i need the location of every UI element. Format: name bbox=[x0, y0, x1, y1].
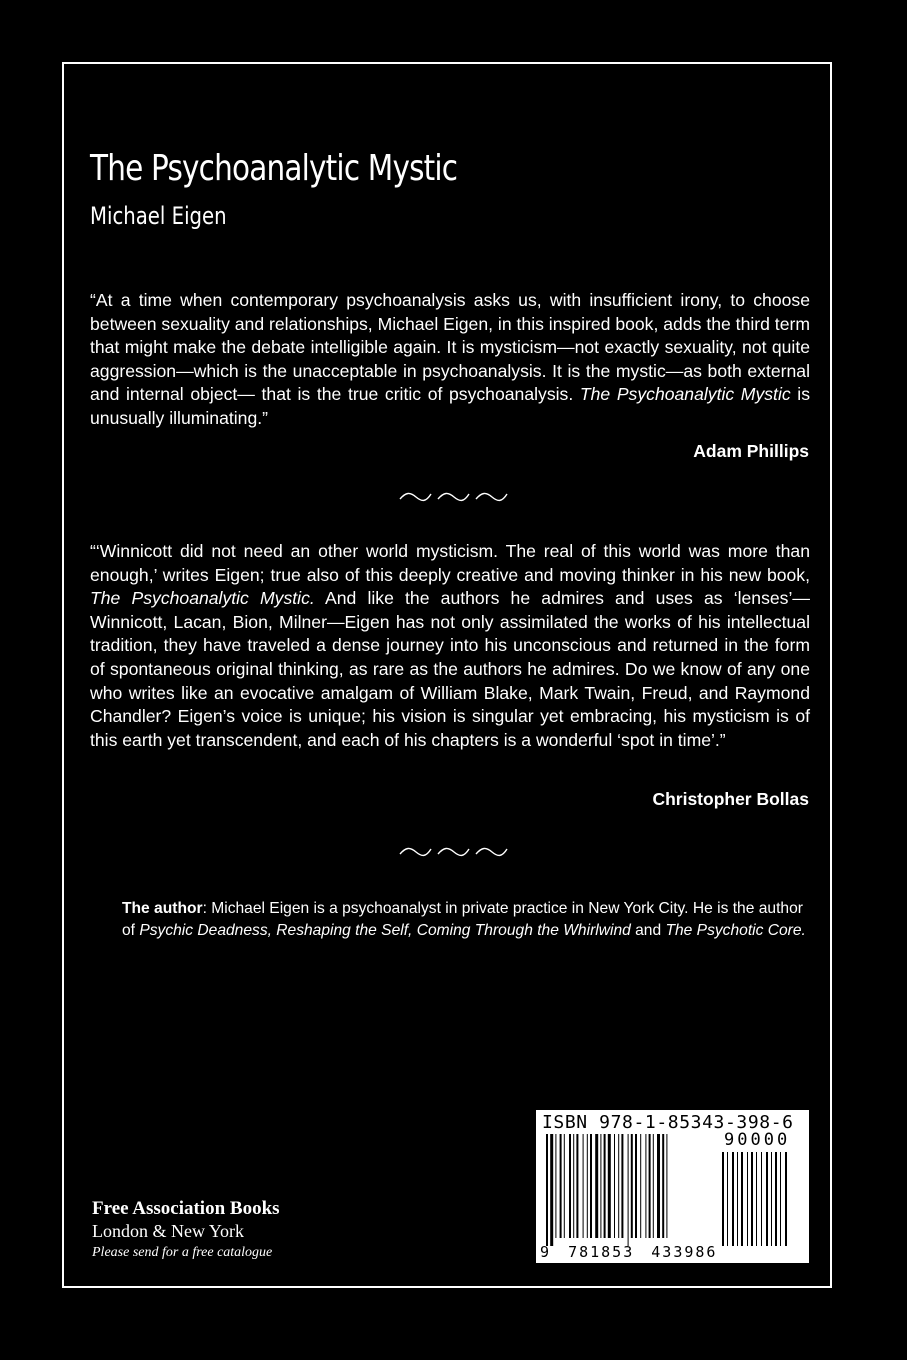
book-author: Michael Eigen bbox=[90, 202, 227, 230]
barcode-bar bbox=[618, 1134, 619, 1238]
barcode-bar bbox=[666, 1134, 667, 1238]
quote-book-title: The Psychoanalytic Mystic. bbox=[90, 588, 315, 609]
barcode-addon-bar bbox=[761, 1152, 762, 1246]
bio-work: The Psychotic Core. bbox=[665, 922, 806, 939]
barcode-bar bbox=[657, 1134, 660, 1238]
barcode-bar bbox=[645, 1134, 646, 1238]
quote-text-end: is unusually illuminating.” bbox=[90, 384, 811, 428]
barcode-bar bbox=[631, 1134, 633, 1238]
barcode-bar bbox=[628, 1134, 629, 1246]
barcode-digits-right: 433986 bbox=[651, 1243, 718, 1261]
barcode-bar bbox=[569, 1134, 571, 1238]
quote-text-end: And like the authors he admires and uses as ‘lenses’—Winnicott, Lacan, Bion, Milner—Eigen has not only assimilated the works of his intellectual tradition, they have traveled a dense journey into his unconscious and returned in the form of spontaneous original thinking, as rare as the authors he admires. Do we know of any one who writes like an evocative amalgam of William Blake, Mark Twain, Freud, and Raymond Chandler? Eigen’s voice is unique; his vision is singular yet embracing, his mysticism is of this earth yet transcendent, and each of his chapters is a wonderful ‘spot in time’.” bbox=[90, 588, 810, 750]
barcode-bar bbox=[600, 1134, 601, 1238]
bio-text: and bbox=[630, 922, 666, 939]
author-bio bbox=[122, 898, 812, 942]
barcode-bar bbox=[635, 1134, 637, 1238]
barcode-addon-bar bbox=[747, 1152, 748, 1246]
quote-text: “‘Winnicott did not need an other world mysticism. The real of this world was more than enough,’ writes Eigen; true also of this deeply creative and moving thinker in his new book, bbox=[90, 541, 810, 585]
barcode-bar bbox=[595, 1134, 598, 1238]
publisher-block bbox=[92, 1198, 280, 1264]
quote-book-title: The Psychoanalytic Mystic bbox=[579, 384, 791, 405]
barcode-bar bbox=[604, 1134, 606, 1238]
endorsement-quote-1 bbox=[90, 289, 810, 431]
barcode-addon-bar bbox=[722, 1152, 724, 1246]
barcode-addon-bar bbox=[751, 1152, 753, 1246]
barcode-bar bbox=[564, 1134, 565, 1238]
publisher-catalogue-note: Please send for a free catalogue bbox=[92, 1245, 273, 1260]
endorsement-attribution-2: Christopher Bollas bbox=[652, 789, 809, 809]
bio-works: Psychic Deadness, Reshaping the Self, Coming Through the Whirlwind bbox=[139, 922, 631, 939]
barcode-addon-bar bbox=[785, 1152, 787, 1246]
endorsement-attribution-1: Adam Phillips bbox=[693, 441, 809, 461]
publisher-name: Free Association Books bbox=[92, 1198, 280, 1219]
barcode-addon-bar bbox=[756, 1152, 757, 1246]
barcode-bar bbox=[653, 1134, 654, 1238]
barcode-addon-bar bbox=[727, 1152, 728, 1246]
barcode-bar bbox=[576, 1134, 578, 1238]
barcode-bar bbox=[608, 1134, 611, 1238]
endorsement-quote-2 bbox=[90, 540, 810, 752]
barcode-digits bbox=[540, 1243, 805, 1261]
barcode-bar bbox=[621, 1134, 623, 1238]
barcode-bar bbox=[583, 1134, 584, 1238]
ornament-divider bbox=[398, 845, 508, 859]
ornament-divider bbox=[398, 490, 508, 504]
barcode-digits-left: 781853 bbox=[568, 1243, 635, 1261]
barcode-digit-first: 9 bbox=[540, 1243, 550, 1261]
barcode-bar bbox=[550, 1134, 553, 1246]
barcode-bar bbox=[640, 1134, 641, 1238]
barcode-addon-bar bbox=[741, 1152, 743, 1246]
barcode-addon-bar bbox=[732, 1152, 734, 1246]
barcode-bar bbox=[555, 1134, 556, 1238]
barcode-bar bbox=[614, 1134, 615, 1238]
barcode-addon-bar bbox=[771, 1152, 772, 1246]
barcode-bar bbox=[587, 1134, 588, 1238]
barcode-bar bbox=[590, 1134, 592, 1238]
quote-text: “At a time when contemporary psychoanalysis asks us, with insufficient irony, to choose between sexuality and relationships, Michael Eigen, in this inspired book, adds the third term that might make the debate intelligible again. It is mysticism—not exactly sexuality, not quite aggression—which is the unacceptable in psychoanalysis. It is the mystic—as both external and internal object— that is the true critic of psychoanalysis. bbox=[90, 290, 810, 405]
bio-label: The author bbox=[122, 900, 203, 917]
barcode-bar bbox=[560, 1134, 562, 1238]
book-title: The Psychoanalytic Mystic bbox=[90, 148, 458, 189]
barcode-addon-bar bbox=[780, 1152, 781, 1246]
barcode-addon-bar bbox=[775, 1152, 777, 1246]
barcode-bar bbox=[662, 1134, 664, 1238]
price-code: 90000 bbox=[724, 1130, 791, 1150]
isbn-number: ISBN 978-1-85343-398-6 bbox=[542, 1112, 794, 1133]
barcode-bar bbox=[573, 1134, 574, 1238]
barcode-bar bbox=[649, 1134, 651, 1238]
publisher-location: London & New York bbox=[92, 1221, 245, 1241]
barcode-bar bbox=[546, 1134, 548, 1246]
barcode-addon-bar bbox=[766, 1152, 768, 1246]
barcode-addon-bar bbox=[737, 1152, 738, 1246]
bio-text: : Michael Eigen is a psychoanalyst in private practice in New York City. He is the author of bbox=[122, 900, 803, 939]
isbn-barcode bbox=[536, 1110, 809, 1263]
